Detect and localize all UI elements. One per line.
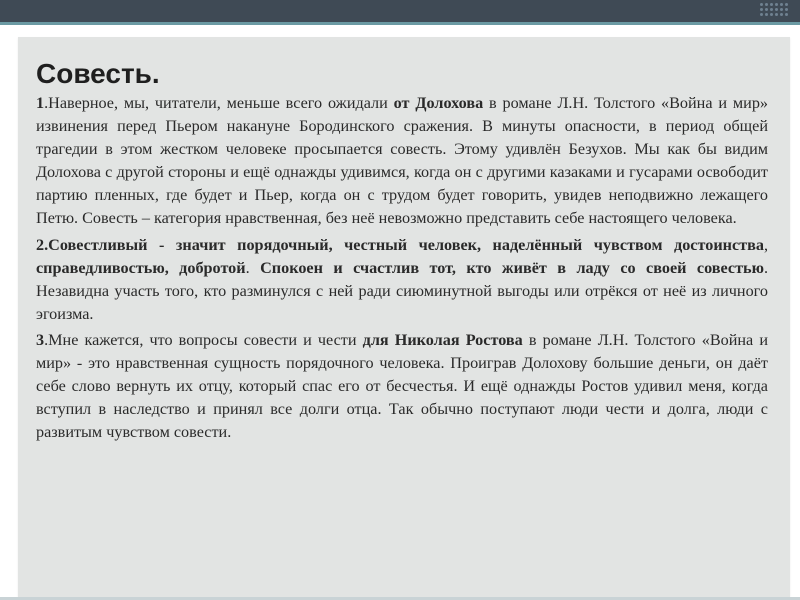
slide-content — [36, 58, 768, 447]
paragraph-2-text-b: . — [245, 258, 261, 277]
paragraph-3-text-b: в романе Л.Н. Толстого «Война и мир» - это нравственная сущность порядочного человека. Проиграв Долохову большие деньги, он даёт себе слово вернуть их отцу, который спас его от бесчестья. И ещё однажды Ростов удивил меня, когда вступил в наследство и принял все долги отца. Так обычно поступают люди чести и долга, люди с развитым чувством совести. — [36, 330, 768, 442]
paragraph-2-bold-a: 2.Совестливый - значит порядочный, честный человек, наделённый чувством достоинства — [36, 235, 764, 254]
accent-line — [0, 22, 800, 25]
paragraph-1-text-b: в романе Л.Н. Толстого «Война и мир» извинения перед Пьером накануне Бородинского сражения. В минуты опасности, в период общей трагедии в этом жестком человеке просыпается совесть. Этому удивлён Безухов. Мы как бы видим Долохова с другой стороны и ещё однажды удивимся, когда он с другими казаками и гусарами освободит партию пленных, где будет и Пьер, когда он с трудом будет говорить, увидев неподвижно лежащего Петю. Совесть – категория нравственная, без неё невозможно представить себе настоящего человека. — [36, 94, 769, 228]
paragraph-2-text-a: , — [763, 235, 768, 254]
paragraph-3-bold-a: для Николая Ростова — [362, 330, 523, 349]
paragraph-3-text-a: .Мне кажется, что вопросы совести и чести — [44, 330, 363, 349]
dot-pattern-icon — [760, 3, 788, 16]
paragraph-1-text-a: .Наверное, мы, читатели, меньше всего ожидали — [44, 94, 394, 112]
paragraph-3 — [36, 329, 768, 444]
paragraph-2-text-c: . Незавидна участь того, кто разминулся с ней ради сиюминутной выгоды или отрёкся от неё из личного эгоизма. — [36, 258, 768, 323]
paragraph-2-bold-c: Спокоен и счастлив тот, кто живёт в ладу со своей совестью — [260, 258, 764, 277]
paragraph-2 — [36, 234, 768, 326]
paragraph-1-bold-a: от Долохова — [393, 94, 484, 112]
paragraph-1-number: 1 — [36, 94, 45, 112]
paragraph-2-bold-b: справедливостью, добротой — [36, 258, 246, 277]
slide-title: Совесть. — [36, 58, 160, 89]
top-decorative-bar — [0, 0, 800, 22]
paragraph-1 — [36, 92, 768, 231]
paragraph-3-number: 3 — [36, 330, 45, 349]
